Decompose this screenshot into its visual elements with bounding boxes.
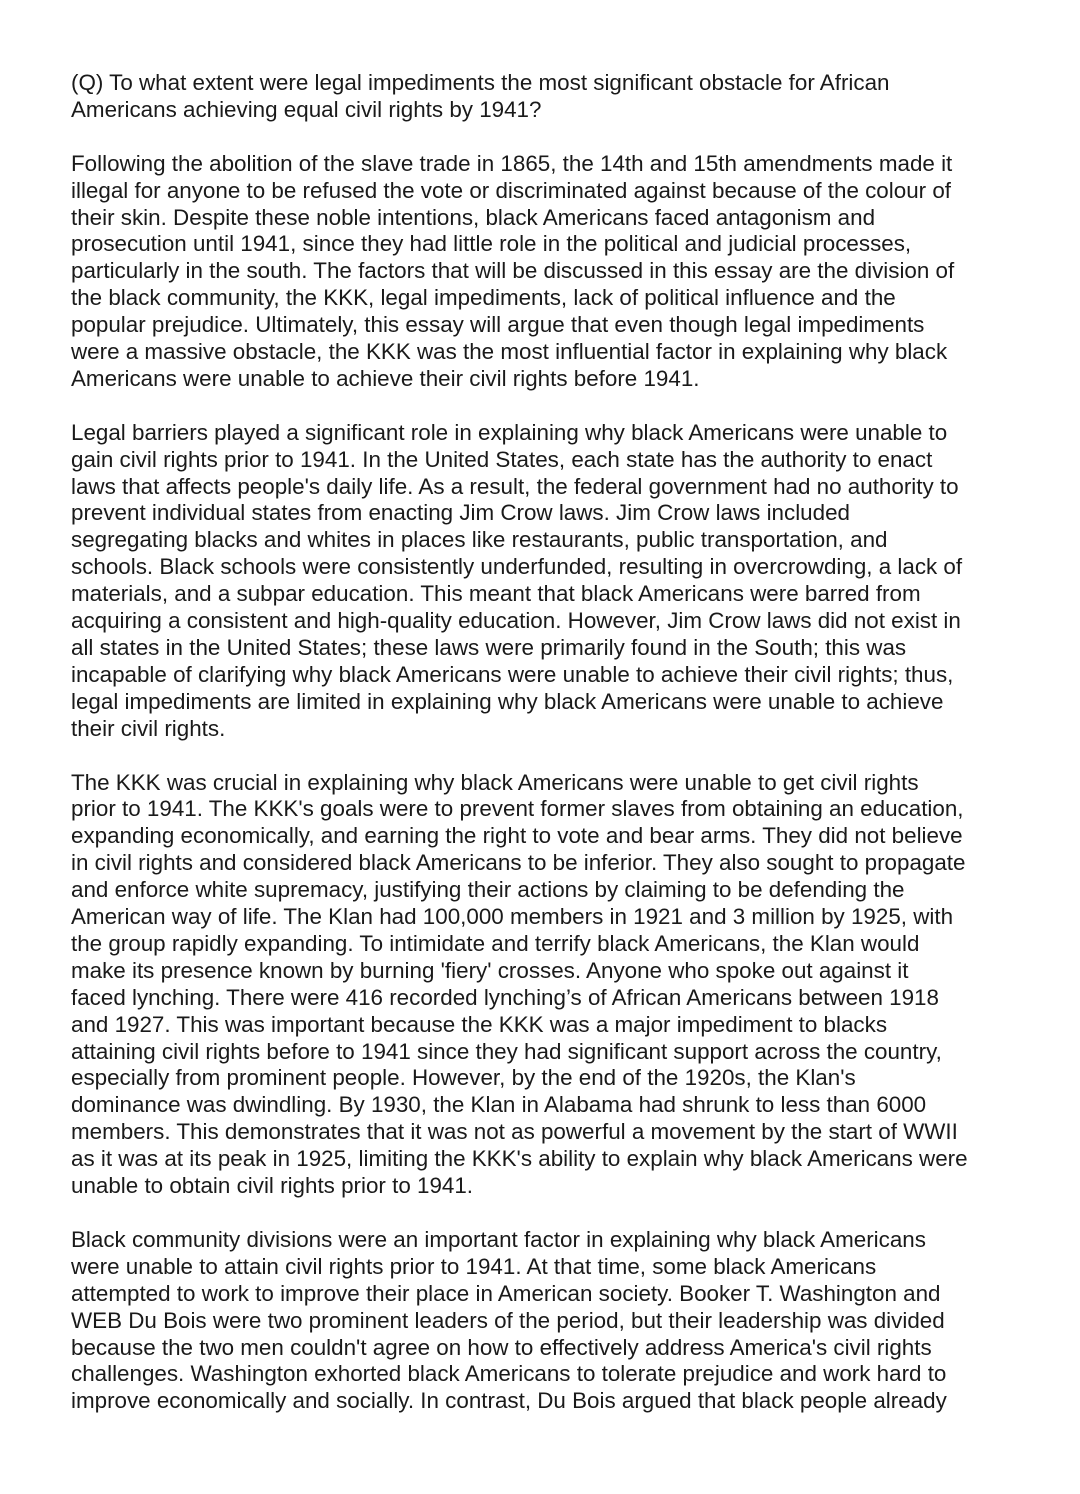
essay-body bbox=[71, 70, 1021, 1442]
paragraph-legal-barriers: Legal barriers played a significant role in explaining why black Americans were unable to gain civil rights prior to 1941. In the United States, each state has the authority to enact laws that affects people's daily life. As a result, the federal government had no authority to prevent individual states from enacting Jim Crow laws. Jim Crow laws included segregating blacks and whites in places like restaurants, public transportation, and schools. Black schools were consistently underfunded, resulting in overcrowding, a lack of materials, and a subpar education. This meant that black Americans were barred from acquiring a consistent and high-quality education. However, Jim Crow laws did not exist in all states in the United States; these laws were primarily found in the South; this was incapable of clarifying why black Americans were unable to achieve their civil rights; thus, legal impediments are limited in explaining why black Americans were unable to achieve their civil rights. bbox=[71, 419, 963, 741]
paragraph-introduction: Following the abolition of the slave trade in 1865, the 14th and 15th amendments made it illegal for anyone to be refused the vote or discriminated against because of the colour of their skin. Despite these noble intentions, black Americans faced antagonism and prosecution until 1941, since they had little role in the political and judicial processes, particularly in the south. The factors that will be discussed in this essay are the division of the black community, the KKK, legal impediments, lack of political influence and the popular prejudice. Ultimately, this essay will argue that even though legal impediments were a massive obstacle, the KKK was the most influential factor in explaining why black Americans were unable to achieve their civil rights before 1941. bbox=[71, 150, 955, 391]
essay-question: (Q) To what extent were legal impediments the most significant obstacle for African Americans achieving equal civil rights by 1941? bbox=[71, 70, 890, 122]
paragraph-community-divisions: Black community divisions were an important factor in explaining why black Americans were unable to attain civil rights prior to 1941. At that time, some black Americans attempted to work to improve their place in American society. Booker T. Washington and WEB Du Bois were two prominent leaders of the period, but their leadership was divided because the two men couldn't agree on how to effectively address America's civil rights challenges. Washington exhorted black Americans to tolerate prejudice and work hard to improve economically and socially. In contrast, Du Bois argued that black people already bbox=[71, 1226, 947, 1414]
paragraph-kkk: The KKK was crucial in explaining why black Americans were unable to get civil rights prior to 1941. The KKK's goals were to prevent former slaves from obtaining an education, expanding economically, and earning the right to vote and bear arms. They did not believe in civil rights and considered black Americans to be inferior. They also sought to propagate and enforce white supremacy, justifying their actions by claiming to be defending the American way of life. The Klan had 100,000 members in 1921 and 3 million by 1925, with the group rapidly expanding. To intimidate and terrify black Americans, the Klan would make its presence known by burning 'fiery' crosses. Anyone who spoke out against it faced lynching. There were 416 recorded lynching’s of African Americans between 1918 and 1927. This was important because the KKK was a major impediment to blacks attaining civil rights before to 1941 since they had significant support across the country, especially from prominent people. However, by the end of the 1920s, the Klan's dominance was dwindling. By 1930, the Klan in Alabama had shrunk to less than 6000 members. This demonstrates that it was not as powerful a movement by the start of WWII as it was at its peak in 1925, limiting the KKK's ability to explain why black Americans were unable to obtain civil rights prior to 1941. bbox=[71, 769, 968, 1199]
